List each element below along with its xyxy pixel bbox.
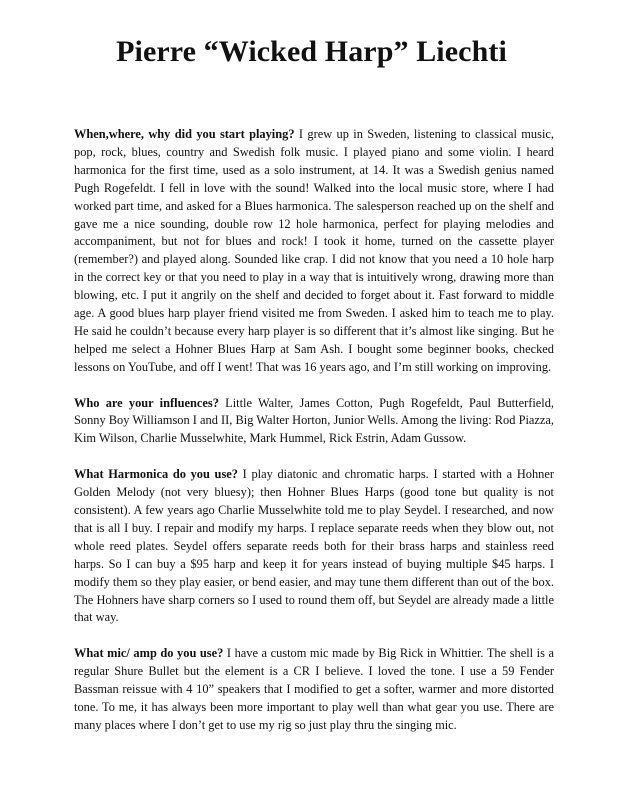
answer-influences: Little Walter, James Cotton, Pugh Rogefeldt, Paul Butterfield, Sonny Boy Williamson I and II, Big Walter Horton, Junior Wells. Among the living: Rod Piazza, Kim Wilson, Charlie Musselwhite, Mark Hummel, Rick Estrin, Adam Gussow.	[74, 395, 554, 446]
page-title: Pierre “Wicked Harp” Liechti	[116, 35, 507, 68]
answer-start-playing: I grew up in Sweden, listening to classical music, pop, rock, blues, country and Swedish folk music. I played piano and some violin. I heard harmonica for the first time, used as a solo instrument, at 14. It was a Swedish genius named Pugh Rogefeldt. I fell in love with the sound! Walked into the local music store, where I had worked part time, and asked for a Blues harmonica. The salesperson reached up on the shelf and gave me a nice sounding, double row 12 hole harmonica, perfect for playing melodies and accompaniment, but not for blues and rock! I took it home, turned on the cassette player (remember?) and played along. Sounded like crap. I did not know that you need a 10 hole harp in the correct key or that you need to play in a way that is intuitively wrong, drawing more than blowing, etc. I put it angrily on the shelf and decided to forget about it. Fast forward to middle age. A good blues harp player friend visited me from Sweden. I asked him to teach me to play. He said he couldn’t because every harp player is so different that it’s almost like singing. But he helped me select a Hohner Blues Harp at Sam Ash. I bought some beginner books, checked lessons on YouTube, and off I went! That was 16 years ago, and I’m still working on improving.	[74, 127, 554, 374]
qa-harmonica	[74, 466, 554, 627]
question-influences: Who are your influences?	[74, 395, 219, 410]
answer-mic-amp: I have a custom mic made by Big Rick in Whittier. The shell is a regular Shure Bullet but the element is a CR I believe. I loved the tone. I use a 59 Fender Bassman reissue with 4 10” speakers that I modified to get a softer, warmer and more distorted tone. To me, it has always been more important to play well than what gear you use. There are many places where I don’t get to use my rig so just play thru the singing mic.	[74, 646, 554, 732]
answer-harmonica: I play diatonic and chromatic harps. I started with a Hohner Golden Melody (not very bluesy); then Hohner Blues Harps (good tone but quality is not consistent). A few years ago Charlie Musselwhite told me to play Seydel. I researched, and now that is all I buy. I repair and modify my harps. I replace separate reeds when they blow out, not whole reed plates. Seydel offers separate reeds both for their brass harps and stainless reed harps. So I can buy a $95 harp and keep it for years instead of buying multiple $45 harps. I modify them so they play easier, or bend easier, and may tune them different than out of the box. The Hohners have sharp corners so I used to round them off, but Seydel are already made a little that way.	[74, 467, 554, 625]
question-start-playing: When,where, why did you start playing?	[74, 127, 295, 141]
qa-start-playing	[74, 126, 554, 377]
interview-body	[74, 126, 554, 753]
question-harmonica: What Harmonica do you use?	[74, 467, 238, 482]
qa-influences	[74, 395, 554, 449]
qa-mic-amp	[74, 645, 554, 735]
question-mic-amp: What mic/ amp do you use?	[74, 646, 224, 661]
